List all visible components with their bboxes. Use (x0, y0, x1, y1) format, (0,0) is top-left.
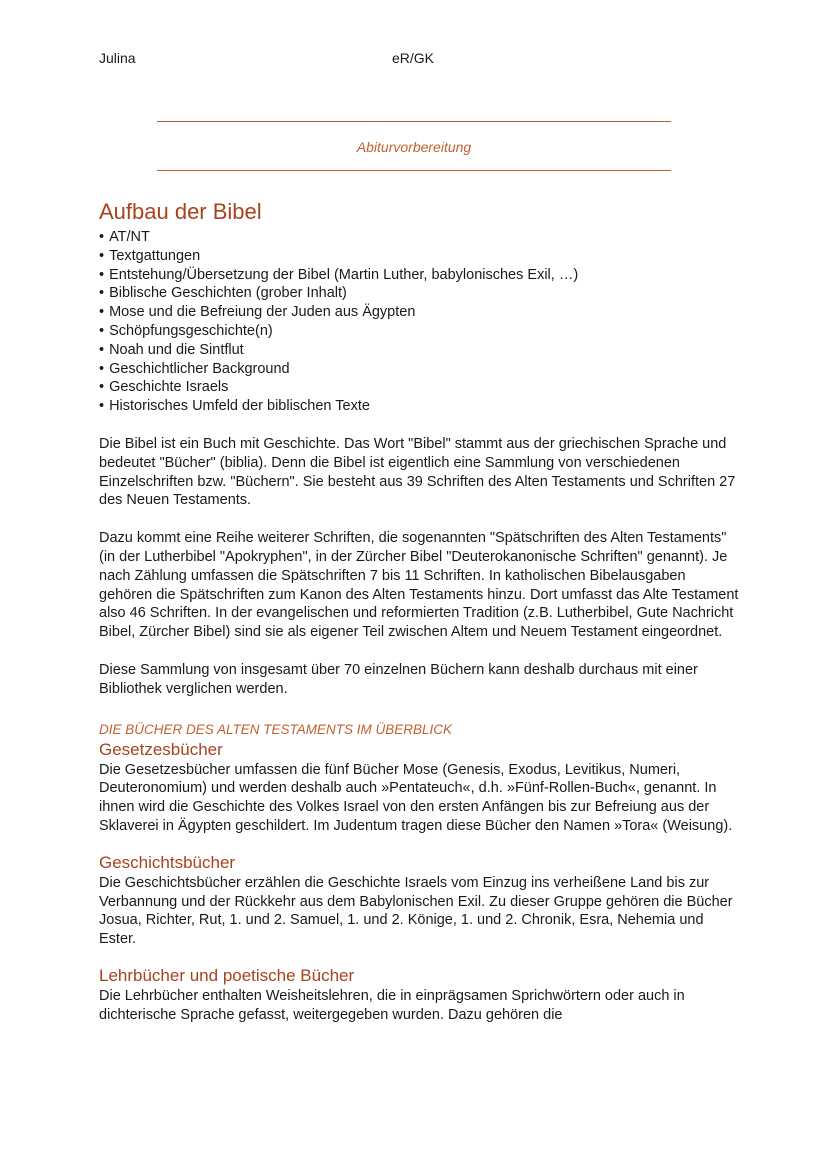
document-subtitle: Abiturvorbereitung (356, 139, 472, 155)
list-item: • Mose und die Befreiung der Juden aus Ägypten (99, 303, 739, 322)
list-item: • Historisches Umfeld der biblischen Texte (99, 397, 739, 416)
library-paragraph: Diese Sammlung von insgesamt über 70 einzelnen Büchern kann deshalb durchaus mit einer Bibliothek verglichen werden. (99, 661, 698, 697)
document-content (99, 198, 739, 1025)
section-heading-law: Gesetzesbücher (99, 739, 223, 759)
list-item: • Geschichte Israels (99, 378, 739, 397)
section-text-poetry: Die Lehrbücher enthalten Weisheitslehren, die in einprägsamen Sprichwörtern oder auch in dichterische Sprache gefasst, weitergegeben wurden. Dazu gehören die (99, 987, 685, 1023)
topic-list (99, 228, 739, 416)
list-item: • Entstehung/Übersetzung der Bibel (Martin Luther, babylonisches Exil, …) (99, 266, 739, 285)
overview-heading: DIE BÜCHER DES ALTEN TESTAMENTS IM ÜBERBLICK (99, 721, 453, 737)
list-item: • Noah und die Sintflut (99, 341, 739, 360)
header-rule-top (157, 121, 671, 122)
list-item: • Textgattungen (99, 247, 739, 266)
page-title: Aufbau der Bibel (99, 199, 262, 224)
course-code: eR/GK (392, 50, 435, 66)
section-text-history: Die Geschichtsbücher erzählen die Geschichte Israels vom Einzug ins verheißene Land bis zur Verbannung und der Rückkehr aus dem Babylonischen Exil. Zu dieser Gruppe gehören die Bücher Josua, Richter, Rut, 1. und 2. Samuel, 1. und 2. Könige, 1. und 2. Chronik, Esra, Nehemia und Ester. (99, 874, 733, 948)
section-text-law: Die Gesetzesbücher umfassen die fünf Bücher Mose (Genesis, Exodus, Levitikus, Numeri, Deuteronomium) und werden deshalb auch »Pentateuch«, d.h. »Fünf-Rollen-Buch«, genannt. In ihnen wird die Geschichte des Volkes Israel von den ersten Anfängen bis zur Befreiung aus der Sklaverei in Ägypten geschildert. Im Judentum tragen diese Bücher den Namen »Tora« (Weisung). (99, 761, 733, 834)
list-item: • Schöpfungsgeschichte(n) (99, 322, 739, 341)
list-item: • Biblische Geschichten (grober Inhalt) (99, 284, 739, 303)
section-heading-history: Geschichtsbücher (99, 852, 236, 872)
author-name: Julina (99, 50, 136, 66)
list-item: • AT/NT (99, 228, 739, 247)
list-item: • Geschichtlicher Background (99, 360, 739, 379)
header-rule-bottom (157, 170, 671, 171)
section-heading-poetry: Lehrbücher und poetische Bücher (99, 965, 355, 985)
apocrypha-paragraph: Dazu kommt eine Reihe weiterer Schriften, die sogenannten "Spätschriften des Alten Testaments" (in der Lutherbibel "Apokryphen", in der Zürcher Bibel "Deuterokanonische Schriften" genannt). Je nach Zählung umfassen die Spätschriften 7 bis 11 Schriften. In katholischen Bibelausgaben gehören die Spätschriften zum Kanon des Alten Testaments hinzu. Dort umfasst das Alte Testament also 46 Schriften. In der evangelischen und reformierten Tradition (z.B. Lutherbibel, Gute Nachricht Bibel, Zürcher Bibel) sind sie als eigener Teil zwischen Altem und Neuem Testament eingeordnet. (99, 530, 739, 641)
intro-paragraph: Die Bibel ist ein Buch mit Geschichte. Das Wort "Bibel" stammt aus der griechischen Sprache und bedeutet "Bücher" (biblia). Denn die Bibel ist eigentlich eine Sammlung von verschiedenen Einzelschriften bzw. "Büchern". Sie besteht aus 39 Schriften des Alten Testaments und Schriften 27 des Neuen Testaments. (99, 435, 736, 509)
